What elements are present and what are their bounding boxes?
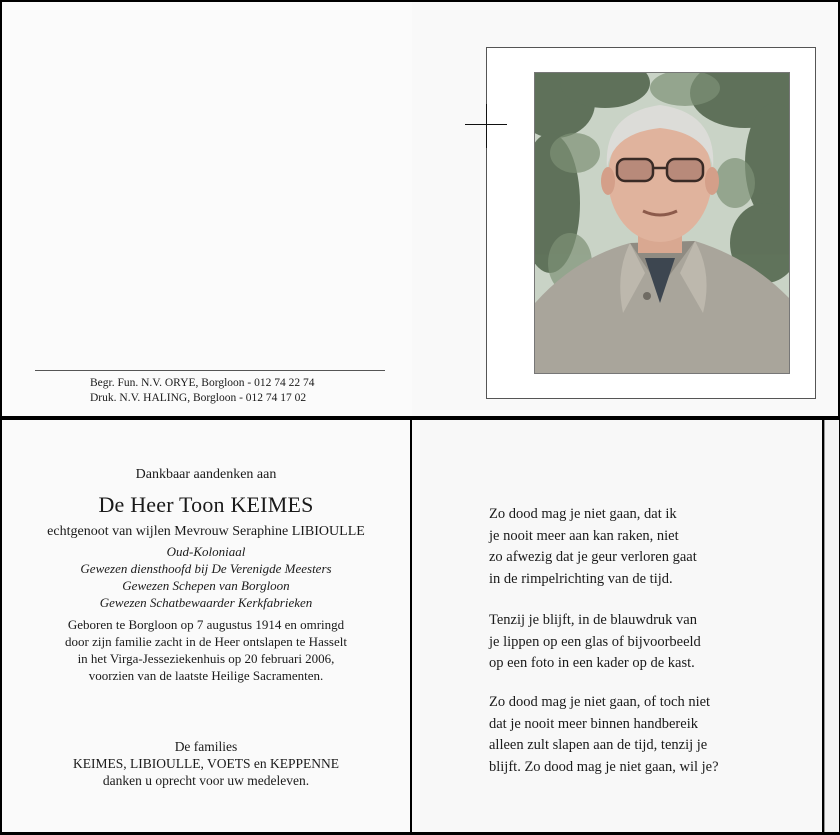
poem-line: dat je nooit meer binnen handbereik bbox=[489, 715, 698, 732]
memorial-intro: Dankbaar aandenken aan bbox=[135, 467, 277, 482]
title-line: Gewezen Schepen van Borgloon bbox=[122, 578, 290, 593]
poem-line: zo afwezig dat je geur verloren gaat bbox=[489, 549, 697, 565]
title-line: Gewezen diensthoofd bij De Verenigde Meesters bbox=[80, 561, 332, 576]
spouse-line: echtgenoot van wijlen Mevrouw Seraphine LIBIOULLE bbox=[47, 524, 365, 539]
poem-stanza-1 bbox=[489, 504, 809, 590]
families-names: KEIMES, LIBIOULLE, VOETS en KEPPENNE bbox=[73, 756, 339, 771]
printer-divider bbox=[35, 370, 385, 371]
title-line: Gewezen Schatbewaarder Kerkfabrieken bbox=[99, 595, 313, 610]
poem-line: je nooit meer aan kan raken, niet bbox=[489, 527, 679, 544]
families-thanks: danken u oprecht voor uw medeleven. bbox=[102, 773, 310, 788]
card-panel-back bbox=[2, 2, 428, 416]
poem-line: in de rimpelrichting van de tijd. bbox=[489, 570, 673, 587]
poem-line: op een foto in een kader op de kast. bbox=[489, 655, 695, 671]
poem-line: Zo dood mag je niet gaan, of toch niet bbox=[489, 694, 711, 710]
bio-line: in het Virga-Jesseziekenhuis op 20 februari 2006, bbox=[77, 651, 335, 666]
cross-icon-bar bbox=[465, 124, 507, 125]
portrait-photo bbox=[534, 72, 790, 374]
deceased-name: De Heer Toon KEIMES bbox=[98, 492, 314, 517]
poem-line: Zo dood mag je niet gaan, dat ik bbox=[489, 506, 677, 522]
bio-line: door zijn familie zacht in de Heer ontslapen te Hasselt bbox=[65, 634, 347, 649]
poem-line: Tenzij je blijft, in de blauwdruk van bbox=[489, 612, 697, 628]
poem-stanza-2 bbox=[489, 610, 809, 675]
poem-line: blijft. Zo dood mag je niet gaan, wil je? bbox=[489, 758, 719, 775]
poem-stanza-3 bbox=[489, 692, 809, 778]
poem-line: alleen zult slapen aan de tijd, tenzij je bbox=[489, 737, 708, 753]
bio-line: voorzien van de laatste Heilige Sacramenten. bbox=[88, 668, 324, 683]
card-edge-strip bbox=[824, 420, 839, 832]
title-line: Oud-Koloniaal bbox=[166, 544, 246, 559]
bio-line: Geboren te Borgloon op 7 augustus 1914 en omringd bbox=[67, 617, 345, 632]
print-shop-line: Druk. N.V. HALING, Borgloon - 012 74 17 02 bbox=[90, 392, 307, 404]
funeral-home-line: Begr. Fun. N.V. ORYE, Borgloon - 012 74 22 74 bbox=[90, 377, 315, 389]
families-heading: De families bbox=[174, 739, 238, 754]
cross-icon bbox=[486, 104, 487, 148]
poem-line: je lippen op een glas of bijvoorbeeld bbox=[489, 633, 701, 650]
